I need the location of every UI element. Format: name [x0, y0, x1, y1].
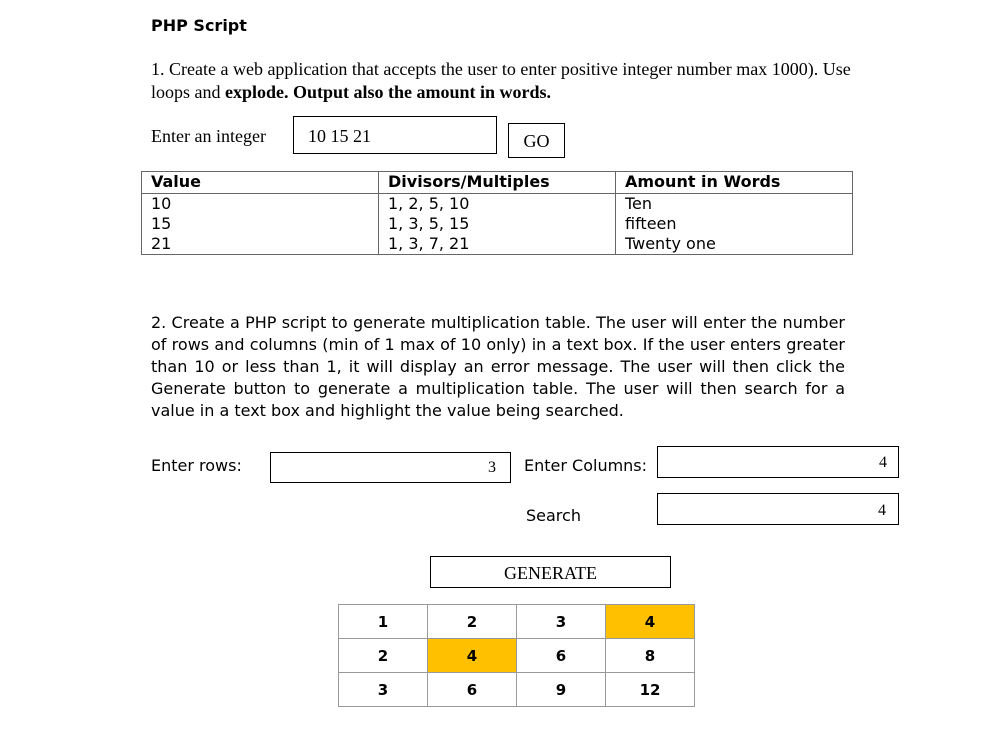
highlighted-cell: 4	[606, 605, 695, 639]
search-label: Search	[526, 506, 581, 525]
question-1	[151, 58, 851, 104]
table-cell: 2	[339, 639, 428, 673]
rows-input[interactable]: 3	[270, 452, 511, 483]
table-row	[339, 673, 695, 707]
cell-value: 10	[142, 194, 379, 215]
go-button[interactable]: GO	[508, 123, 565, 158]
table-row	[142, 214, 853, 234]
cell-divisors: 1, 3, 7, 21	[379, 234, 616, 255]
multiplication-table	[338, 604, 695, 707]
table-row	[142, 234, 853, 255]
table-cell: 12	[606, 673, 695, 707]
table-cell: 6	[517, 639, 606, 673]
rows-label: Enter rows:	[151, 456, 242, 475]
question-1-bold-text: explode. Output also the amount in words.	[225, 82, 552, 102]
cell-words: Twenty one	[616, 234, 853, 255]
header-divisors: Divisors/Multiples	[379, 172, 616, 194]
cell-value: 21	[142, 234, 379, 255]
table-cell: 2	[428, 605, 517, 639]
table-cell: 6	[428, 673, 517, 707]
question-1-text: 1. Create a web application that accepts the user to enter positive integer number max 1000). Use loops and	[151, 59, 851, 102]
generate-button[interactable]: GENERATE	[430, 556, 671, 588]
integer-input[interactable]: 10 15 21	[293, 116, 497, 154]
divisors-table	[141, 171, 853, 255]
cell-value: 15	[142, 214, 379, 234]
cell-divisors: 1, 2, 5, 10	[379, 194, 616, 215]
table-cell: 9	[517, 673, 606, 707]
table-row	[339, 639, 695, 673]
table-header-row	[142, 172, 853, 194]
columns-input[interactable]: 4	[657, 446, 899, 478]
header-value: Value	[142, 172, 379, 194]
cell-words: Ten	[616, 194, 853, 215]
page-title: PHP Script	[151, 16, 247, 35]
highlighted-cell: 4	[428, 639, 517, 673]
table-cell: 3	[517, 605, 606, 639]
columns-label: Enter Columns:	[524, 456, 648, 475]
search-input[interactable]: 4	[657, 493, 899, 525]
cell-divisors: 1, 3, 5, 15	[379, 214, 616, 234]
integer-label: Enter an integer	[151, 126, 266, 146]
cell-words: fifteen	[616, 214, 853, 234]
table-row	[339, 605, 695, 639]
table-cell: 3	[339, 673, 428, 707]
header-amount-in-words: Amount in Words	[616, 172, 853, 194]
table-cell: 8	[606, 639, 695, 673]
table-row	[142, 194, 853, 215]
question-2: 2. Create a PHP script to generate multiplication table. The user will enter the number of rows and columns (min of 1 max of 10 only) in a text box. If the user enters greater than 10 or less than 1, it will display an error message. The user will then click the Generate button to generate a multiplication table. The user will then search for a value in a text box and highlight the value being searched.	[151, 313, 845, 420]
table-cell: 1	[339, 605, 428, 639]
